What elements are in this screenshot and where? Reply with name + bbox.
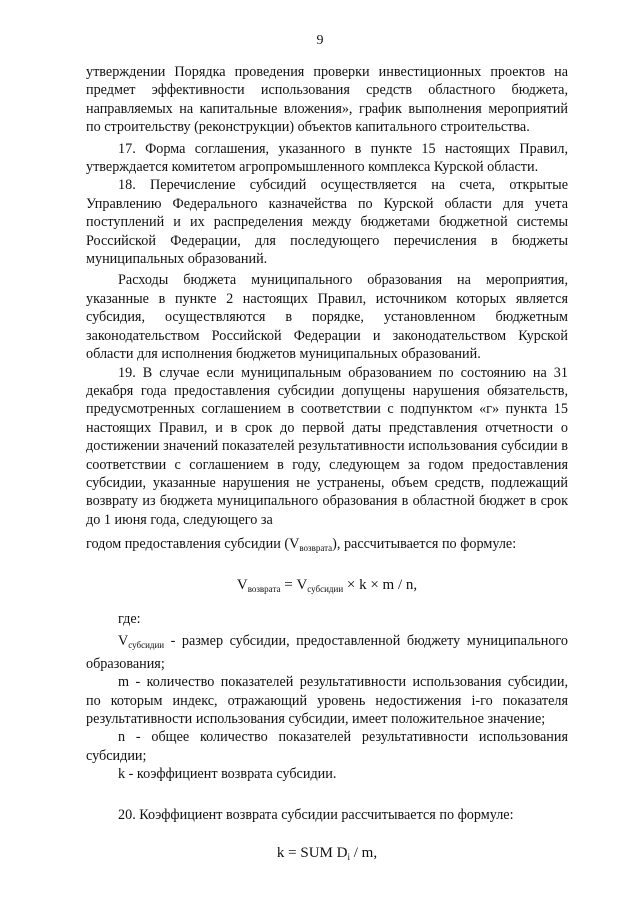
v-subsidy-definition: - размер субсидии, предоставленной бюджету муниципального образования; — [86, 633, 568, 672]
paragraph-19 — [86, 364, 568, 530]
paragraph-17: 17. Форма соглашения, указанного в пункте 15 настоящих Правил, утверждается комитетом агропромышленного комплекса Курской области. — [86, 140, 568, 176]
coefficient-formula — [86, 844, 568, 866]
formula2-subscript: i — [347, 852, 350, 863]
definition-n: n - общее количество показателей результативности использования субсидии; — [86, 729, 568, 764]
definition-v-subsidy — [86, 632, 568, 673]
formula-v-subscript: возврата — [247, 583, 281, 594]
formula2-left: k = SUM D — [276, 845, 348, 862]
paragraph-19-text: 19. В случае если муниципальным образованием по состоянию на 31 декабря года предоставления субсидии допущены нарушения обязательств, предусмотренных соглашением в соответствии с подпунктом «г» пункта 15 настоящих Правил, и в срок до первой даты представления отчетности о достижении значений показателей результативности использования субсидии в соответствии с соглашением в году, следующем за годом предоставления субсидии, указанные нарушения не устранены, объем средств, подлежащий возврату из бюджета муниципального образования в областной бюджет в срок до 1 июня года, следующего за — [86, 364, 568, 528]
v-subsidy-subscript: субсидии — [128, 640, 165, 651]
v-subsidy-symbol: V — [118, 633, 129, 650]
paragraph-18: 18. Перечисление субсидий осуществляется на счета, открытые Управлению Федерального казначейства по Курской области для учета поступлений и их распределения между бюджетами бюджетной системы Российской Федерации, для последующего перечисления в бюджеты муниципальных образований. — [86, 177, 568, 268]
definition-k: k - коэффициент возврата субсидии. — [118, 766, 337, 783]
v-return-subscript: возврата — [299, 543, 333, 554]
formula-eq: = V — [280, 576, 308, 593]
paragraph-19-end-text-b: ), рассчитывается по формуле: — [332, 536, 517, 553]
formula2-right: / m, — [349, 845, 378, 862]
page-number: 9 — [316, 33, 324, 48]
paragraph-continuation: утверждении Порядка проведения проверки инвестиционных проектов на предмет эффективности использования средств областного бюджета, направляемых на капитальные вложения», график выполнения мероприятий по строительству (реконструкции) объектов капитального строительства. — [86, 64, 568, 136]
formula-rest: × k × m / n, — [343, 576, 418, 593]
paragraph-19-end — [86, 535, 568, 557]
where-label: где: — [118, 610, 141, 627]
document-body — [86, 63, 568, 878]
formula-v2-subscript: субсидии — [307, 583, 344, 594]
paragraph-18-expenses: Расходы бюджета муниципального образования на мероприятия, указанные в пункте 2 настоящих Правил, источником которых является субсидия, осуществляются в порядке, установленном бюджетным законодательством Российской Федерации и законодательством Курской области для исполнения бюджетов муниципальных образований. — [86, 272, 568, 363]
formula-v: V — [236, 576, 248, 593]
return-formula — [86, 576, 568, 598]
definition-m: m - количество показателей результативности использования субсидии, по которым индекс, отражающий уровень недостижения i-го показателя результативности использования субсидии, имеет положительное значение; — [86, 674, 568, 727]
paragraph-19-end-text: годом предоставления субсидии (V — [86, 536, 300, 553]
paragraph-20: 20. Коэффициент возврата субсидии рассчитывается по формуле: — [118, 806, 514, 823]
